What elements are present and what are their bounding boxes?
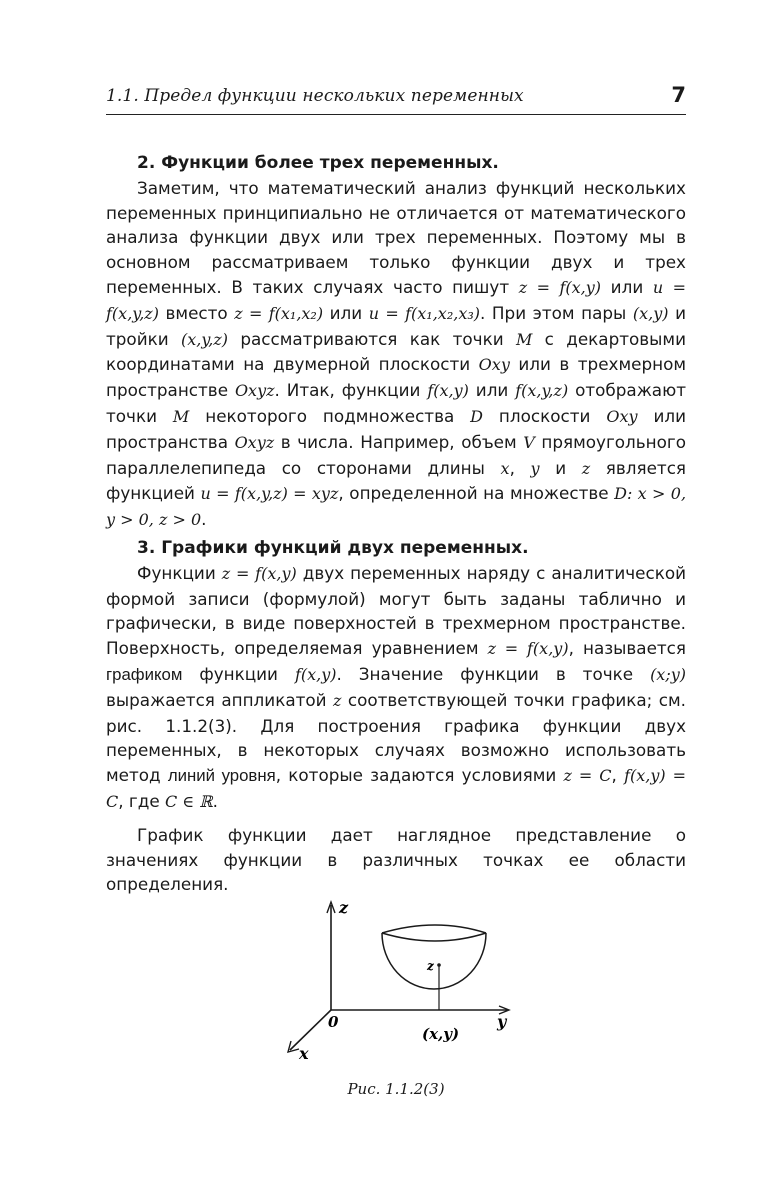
term-level-lines: линий уровня [167,766,276,786]
x-axis-label: x [299,1044,309,1063]
origin-label: 0 [328,1013,339,1031]
bowl-rim-front [382,933,486,941]
x-axis [290,1010,331,1050]
section-3-paragraph-1: Функции z = f(x,y) двух переменных наряду с аналитической формой записи (формулой) могут быть заданы таблично и графически, в виде поверхностей в трехмерном пространстве. Поверхность, определяемая уравнением z = f(x,y), называется графиком функции f(x,y). Значение функции в точке (x;y) выражается аппликатой z соответствующей точки графика; см. рис. 1.1.2(3). Для построения графика функции двух переменных, в некоторых случаях возможно использовать метод линий уровня, которые задаются условиями z = C, f(x,y) = C, где C ∈ ℝ. [106,562,687,811]
page-body [106,151,686,897]
figure-caption: Рис. 1.1.2(3) [347,1080,445,1098]
section-2-heading: 2. Функции более трех переменных. [137,153,499,173]
page-number: 7 [671,83,686,107]
running-header [106,83,686,115]
surface-point [437,963,441,967]
figure-surface-graph [281,893,521,1068]
y-axis-label: y [497,1012,507,1031]
point-z-label: z [427,959,434,973]
z-axis-label: z [339,898,349,917]
section-3-paragraph-2: График функции дает наглядное представление о значениях функции в различных точках ее области определения. [106,824,686,895]
running-title: 1.1. Предел функции нескольких переменных [106,86,524,106]
section-3-heading: 3. Графики функций двух переменных. [137,537,529,558]
bowl-rim-back [382,925,486,933]
point-xy-label: (x,y) [422,1025,460,1043]
section-2-paragraph: Заметим, что математический анализ функций нескольких переменных принципиально не отличается от математического анализа функции двух или трех переменных. Поэтому мы в основном рассматриваем только функции двух и трех переменных. В таких случаях часто пишут z = f(x,y) или u = f(x,y,z) вместо z = f(x₁,x₂) или u = f(x₁,x₂,x₃). При этом пары (x,y) и тройки (x,y,z) рассматриваются как точки M с декартовыми координатами на двумерной плоскости Oxy или в трехмерном пространстве Oxyz. Итак, функции f(x,y) или f(x,y,z) отображают точки M некоторого подмножества D плоскости Oxy или пространства Oxyz в числа. Например, объем V прямоугольного параллелепипеда со сторонами длины x, y и z является функцией u = f(x,y,z) = xyz, определенной на множестве D: x > 0, y > 0, z > 0. [106,177,687,530]
term-grafik: графиком [106,664,183,684]
